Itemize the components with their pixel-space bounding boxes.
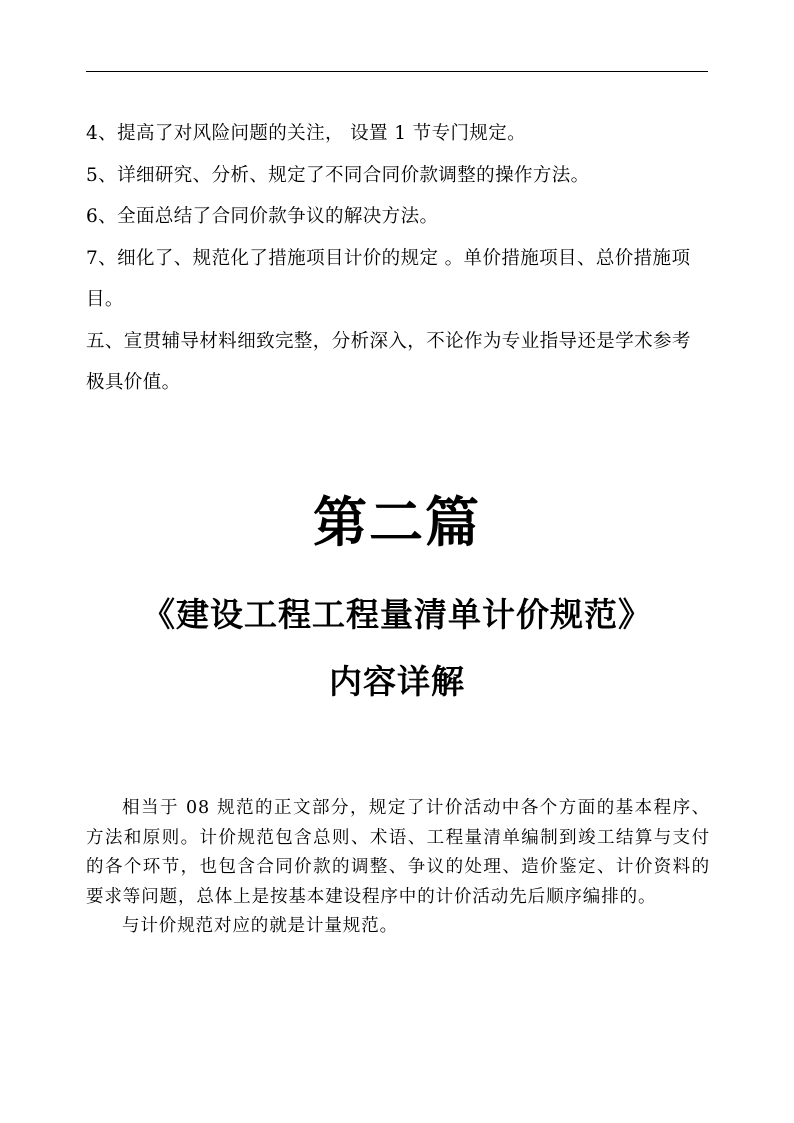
summary-list — [86, 113, 708, 404]
list-item: 6、全面总结了合同价款争议的解决方法。 — [86, 206, 439, 227]
body-text — [86, 794, 710, 942]
part-title: 第二篇 — [313, 490, 481, 554]
list-item: 五、宣贯辅导材料细致完整，分析深入，不论作为专业指导还是学术参考极具价值。 — [86, 330, 691, 393]
book-title: 《建设工程工程量清单计价规范》 — [142, 595, 652, 634]
list-item: 5、详细研究、分析、规定了不同合同价款调整的操作方法。 — [86, 164, 590, 186]
header-rule — [86, 71, 708, 72]
list-item: 4、提高了对风险问题的关注， 设置 1 节专门规定。 — [86, 123, 527, 144]
body-paragraph: 与计价规范对应的就是计量规范。 — [122, 916, 398, 936]
list-item: 7、细化了、规范化了措施项目计价的规定 。单价措施项目、总价措施项目。 — [86, 247, 691, 310]
body-paragraph: 相当于 08 规范的正文部分，规定了计价活动中各个方面的基本程序、方法和原则。计价规范包含总则、术语、工程量清单编制到竣工结算与支付的各个环节，也包含合同价款的调整、争议的处理、造价鉴定、计价资料的要求等问题，总体上是按基本建设程序中的计价活动先后顺序编排的。 — [86, 798, 710, 907]
section-subtitle: 内容详解 — [329, 662, 465, 701]
